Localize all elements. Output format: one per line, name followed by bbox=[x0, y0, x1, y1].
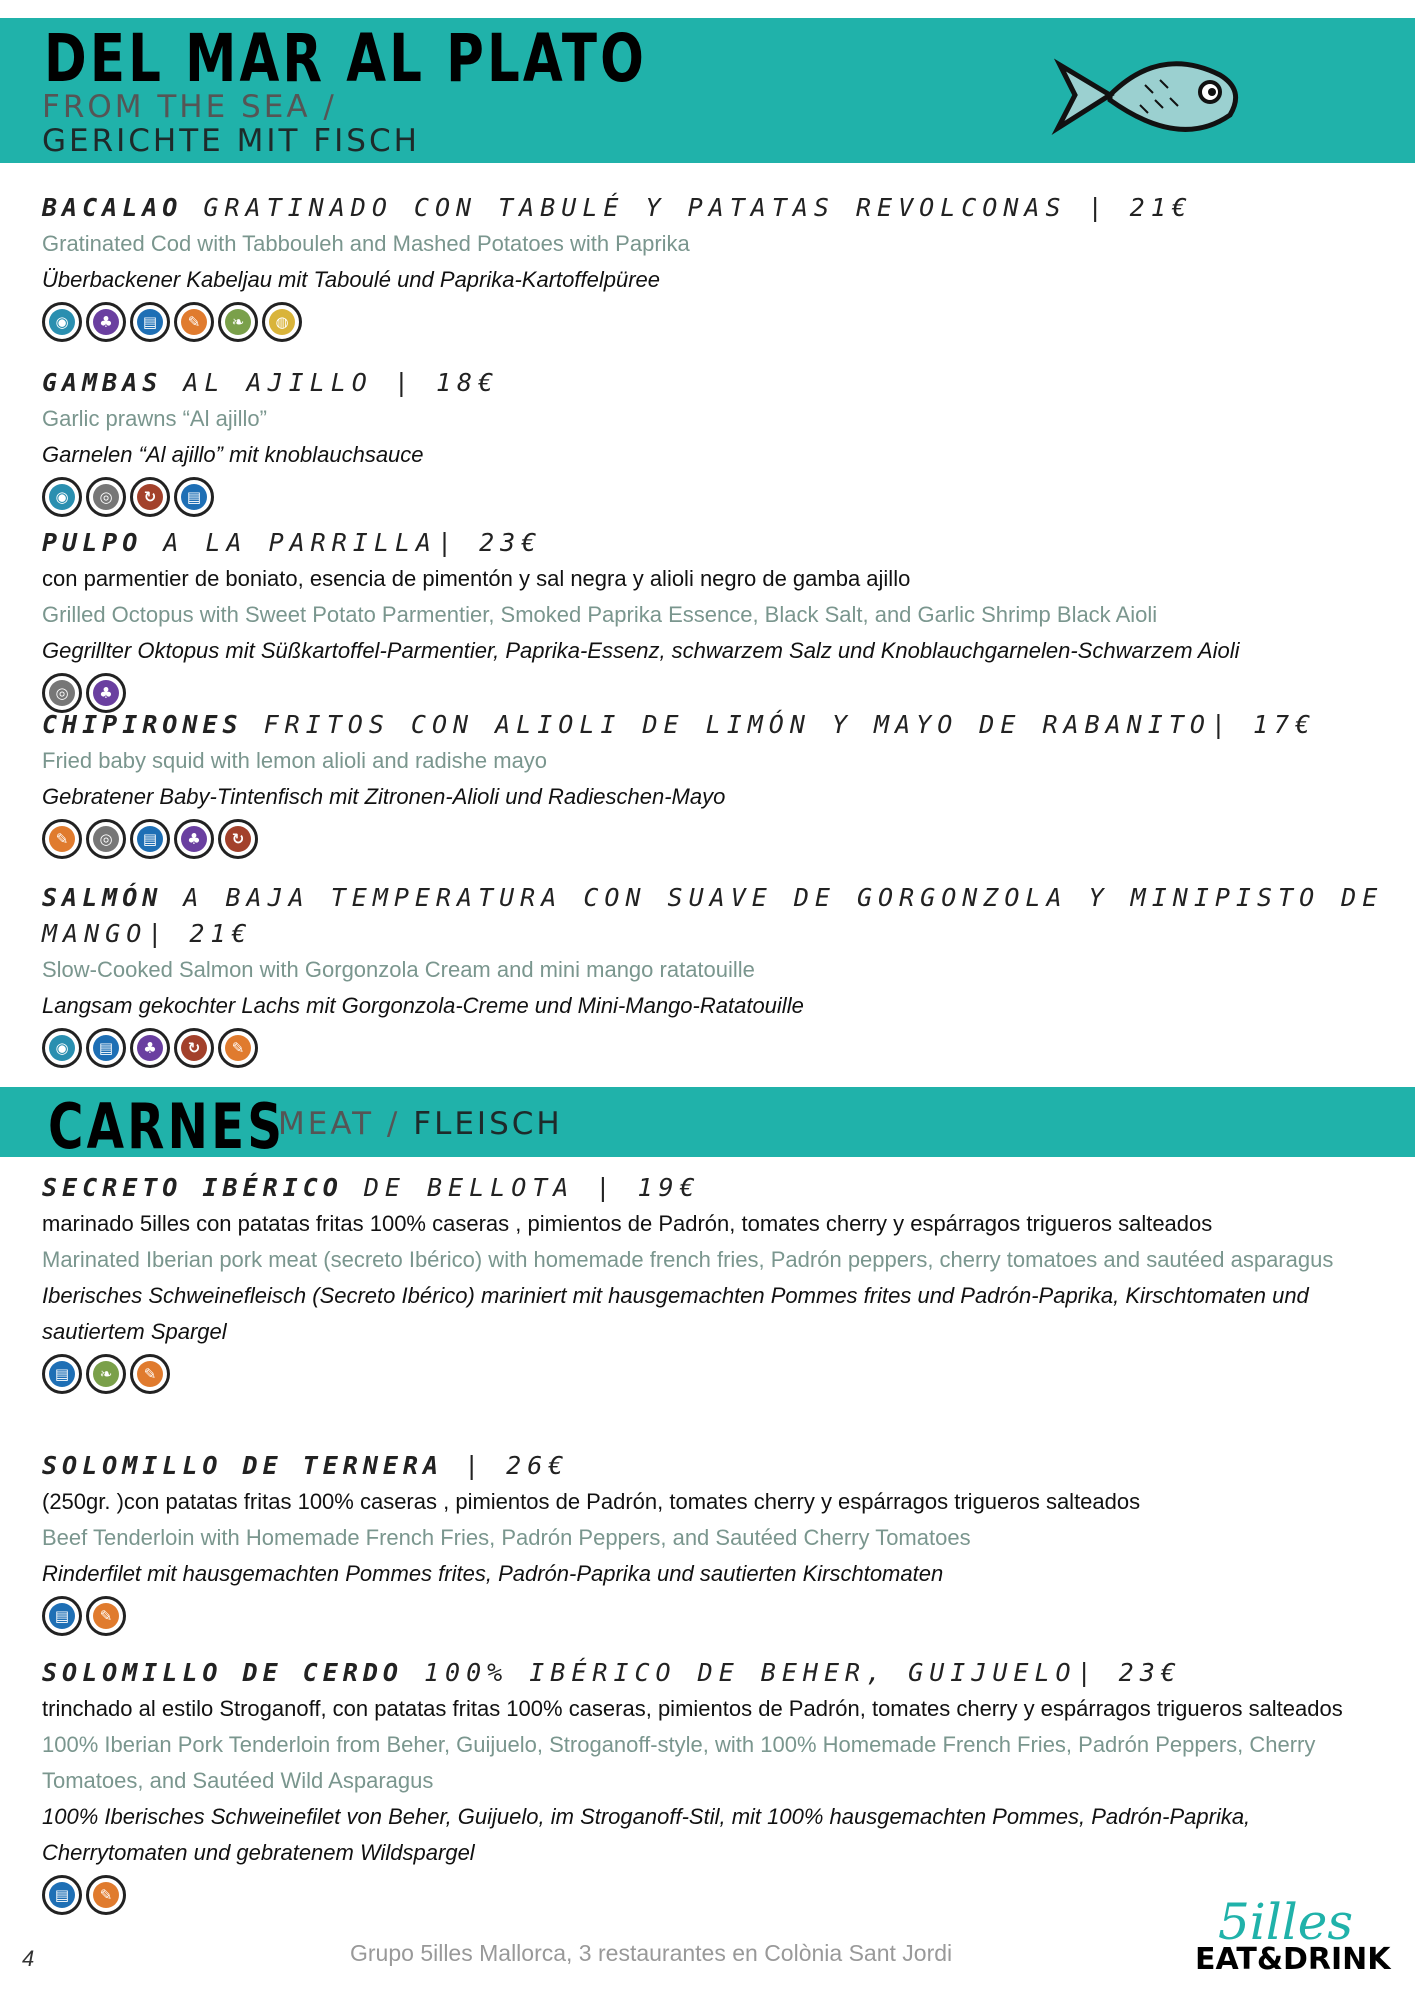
subtitle-en: MEAT / bbox=[278, 1106, 401, 1142]
dish-name-bold: SALMÓN bbox=[42, 883, 163, 912]
description-de: Gegrillter Oktopus mit Süßkartoffel-Parmentier, Paprika-Essenz, schwarzem Salz und Knoblauchgarnelen-Schwarzem Aioli bbox=[42, 638, 1240, 663]
sesame-icon: ▤ bbox=[130, 819, 170, 859]
mustard-icon: ❧ bbox=[86, 1354, 126, 1394]
mollusc-icon: ◎ bbox=[42, 673, 82, 713]
allergen-icons bbox=[42, 1875, 1387, 1915]
menu-item bbox=[42, 880, 1387, 1068]
description-en: Garlic prawns “Al ajillo” bbox=[42, 406, 267, 431]
dish-name-rest: A BAJA TEMPERATURA CON SUAVE DE GORGONZOLA Y MINIPISTO DE MANGO| 21€ bbox=[42, 883, 1384, 948]
description-de: Garnelen “Al ajillo” mit knoblauchsauce bbox=[42, 442, 424, 467]
logo-script: 5illes bbox=[1218, 1893, 1354, 1951]
crustacean-icon: ↻ bbox=[174, 1028, 214, 1068]
dish-name-bold: GAMBAS bbox=[42, 368, 163, 397]
section-title-sea: DEL MAR AL PLATO bbox=[44, 20, 648, 97]
allergen-icons bbox=[42, 302, 1387, 342]
description-en: Grilled Octopus with Sweet Potato Parmentier, Smoked Paprika Essence, Black Salt, and Garlic Shrimp Black Aioli bbox=[42, 602, 1158, 627]
dish-name bbox=[42, 707, 1387, 743]
section-subtitle-sea bbox=[42, 90, 420, 158]
celery-icon: ♣ bbox=[174, 819, 214, 859]
celery-icon: ♣ bbox=[130, 1028, 170, 1068]
allergen-icons bbox=[42, 819, 1387, 859]
mustard-icon: ❧ bbox=[218, 302, 258, 342]
dish-name-bold: PULPO bbox=[42, 528, 143, 557]
menu-item bbox=[42, 365, 1387, 517]
allergen-icons bbox=[42, 1028, 1387, 1068]
description-es: trinchado al estilo Stroganoff, con patatas fritas 100% caseras, pimientos de Padrón, tomates cherry y espárragos trigueros salteados bbox=[42, 1696, 1343, 1721]
dish-name bbox=[42, 190, 1387, 226]
section-title-meat: CARNES bbox=[48, 1090, 286, 1163]
sesame-icon: ▤ bbox=[42, 1596, 82, 1636]
description-en: Marinated Iberian pork meat (secreto Ibérico) with homemade french fries, Padrón peppers, cherry tomatoes and sautéed asparagus bbox=[42, 1247, 1334, 1272]
mollusc-icon: ◎ bbox=[86, 819, 126, 859]
dish-name bbox=[42, 525, 1387, 561]
gluten-icon: ✎ bbox=[86, 1596, 126, 1636]
dish-name-rest: GRATINADO CON TABULÉ Y PATATAS REVOLCONAS | 21€ bbox=[182, 193, 1193, 222]
dish-name-bold: SOLOMILLO DE TERNERA bbox=[42, 1451, 444, 1480]
fish-icon: ◉ bbox=[42, 477, 82, 517]
description-de: Überbackener Kabeljau mit Taboulé und Paprika-Kartoffelpüree bbox=[42, 267, 661, 292]
fish-illustration-icon bbox=[1050, 40, 1250, 150]
dish-name bbox=[42, 1655, 1387, 1691]
description-en: Slow-Cooked Salmon with Gorgonzola Cream and mini mango ratatouille bbox=[42, 957, 755, 982]
dish-name bbox=[42, 365, 1387, 401]
menu-item bbox=[42, 1655, 1387, 1915]
celery-icon: ♣ bbox=[86, 302, 126, 342]
fish-icon: ◉ bbox=[42, 302, 82, 342]
section-subtitle-meat bbox=[278, 1106, 563, 1142]
description-es: (250gr. )con patatas fritas 100% caseras , pimientos de Padrón, tomates cherry y espárragos trigueros salteados bbox=[42, 1489, 1141, 1514]
dish-name-rest: A LA PARRILLA| 23€ bbox=[142, 528, 543, 557]
dish-name-bold: SECRETO IBÉRICO bbox=[42, 1173, 343, 1202]
page-number: 4 bbox=[22, 1946, 35, 1971]
sesame-icon: ▤ bbox=[174, 477, 214, 517]
gluten-icon: ✎ bbox=[42, 819, 82, 859]
description-de: 100% Iberisches Schweinefilet von Beher, Guijuelo, im Stroganoff-Stil, mit 100% hausgemachten Pommes, Padrón-Paprika, Cherrytomaten und gebratenem Wildspargel bbox=[42, 1804, 1251, 1865]
dish-name-rest: AL AJILLO | 18€ bbox=[162, 368, 500, 397]
celery-icon: ♣ bbox=[86, 673, 126, 713]
mollusc-icon: ◎ bbox=[86, 477, 126, 517]
crustacean-icon: ↻ bbox=[218, 819, 258, 859]
sesame-icon: ▤ bbox=[42, 1875, 82, 1915]
gluten-icon: ✎ bbox=[218, 1028, 258, 1068]
subtitle-de: GERICHTE MIT FISCH bbox=[42, 123, 420, 159]
menu-item bbox=[42, 525, 1387, 713]
description-de: Langsam gekochter Lachs mit Gorgonzola-Creme und Mini-Mango-Ratatouille bbox=[42, 993, 804, 1018]
dish-name-rest: | 26€ bbox=[443, 1451, 570, 1480]
sesame-icon: ▤ bbox=[130, 302, 170, 342]
dish-name-bold: BACALAO bbox=[42, 193, 183, 222]
dish-name-bold: CHIPIRONES bbox=[42, 710, 243, 739]
menu-item bbox=[42, 707, 1387, 859]
dish-name bbox=[42, 1448, 1387, 1484]
allergen-icons bbox=[42, 1354, 1387, 1394]
dish-name bbox=[42, 1170, 1387, 1206]
description-de: Rinderfilet mit hausgemachten Pommes frites, Padrón-Paprika und sautierten Kirschtomaten bbox=[42, 1561, 944, 1586]
menu-item bbox=[42, 1448, 1387, 1636]
sesame-icon: ▤ bbox=[42, 1354, 82, 1394]
description-en: Fried baby squid with lemon alioli and radishe mayo bbox=[42, 748, 548, 773]
subtitle-de: FLEISCH bbox=[413, 1106, 563, 1142]
description-de: Gebratener Baby-Tintenfisch mit Zitronen-Alioli und Radieschen-Mayo bbox=[42, 784, 726, 809]
description-en: 100% Iberian Pork Tenderloin from Beher, Guijuelo, Stroganoff-style, with 100% Homemade French Fries, Padrón Peppers, Cherry Tomatoes, and Sautéed Wild Asparagus bbox=[42, 1732, 1316, 1793]
subtitle-en: FROM THE SEA / bbox=[42, 89, 337, 125]
description-de: Iberisches Schweinefleisch (Secreto Ibérico) mariniert mit hausgemachten Pommes frites und Padrón-Paprika, Kirschtomaten und sautiertem Spargel bbox=[42, 1283, 1309, 1344]
description-en: Gratinated Cod with Tabbouleh and Mashed Potatoes with Paprika bbox=[42, 231, 690, 256]
gluten-icon: ✎ bbox=[174, 302, 214, 342]
dish-name-rest: 100% IBÉRICO DE BEHER, GUIJUELO| 23€ bbox=[402, 1658, 1182, 1687]
egg-icon: ◍ bbox=[262, 302, 302, 342]
crustacean-icon: ↻ bbox=[130, 477, 170, 517]
description-en: Beef Tenderloin with Homemade French Fries, Padrón Peppers, and Sautéed Cherry Tomatoes bbox=[42, 1525, 971, 1550]
menu-item bbox=[42, 1170, 1387, 1394]
gluten-icon: ✎ bbox=[86, 1875, 126, 1915]
description-es: con parmentier de boniato, esencia de pimentón y sal negra y alioli negro de gamba ajillo bbox=[42, 566, 911, 591]
logo-main: EAT&DRINK bbox=[1195, 1942, 1391, 1977]
dish-name-bold: SOLOMILLO DE CERDO bbox=[42, 1658, 403, 1687]
dish-name bbox=[42, 880, 1387, 952]
allergen-icons bbox=[42, 1596, 1387, 1636]
menu-item bbox=[42, 190, 1387, 342]
description-es: marinado 5illes con patatas fritas 100% caseras , pimientos de Padrón, tomates cherry y espárragos trigueros salteados bbox=[42, 1211, 1213, 1236]
fish-icon: ◉ bbox=[42, 1028, 82, 1068]
gluten-icon: ✎ bbox=[130, 1354, 170, 1394]
dish-name-rest: DE BELLOTA | 19€ bbox=[342, 1173, 701, 1202]
dish-name-rest: FRITOS CON ALIOLI DE LIMÓN Y MAYO DE RABANITO| 17€ bbox=[242, 710, 1317, 739]
allergen-icons bbox=[42, 477, 1387, 517]
sesame-icon: ▤ bbox=[86, 1028, 126, 1068]
footer-text: Grupo 5illes Mallorca, 3 restaurantes en Colònia Sant Jordi bbox=[350, 1940, 953, 1966]
